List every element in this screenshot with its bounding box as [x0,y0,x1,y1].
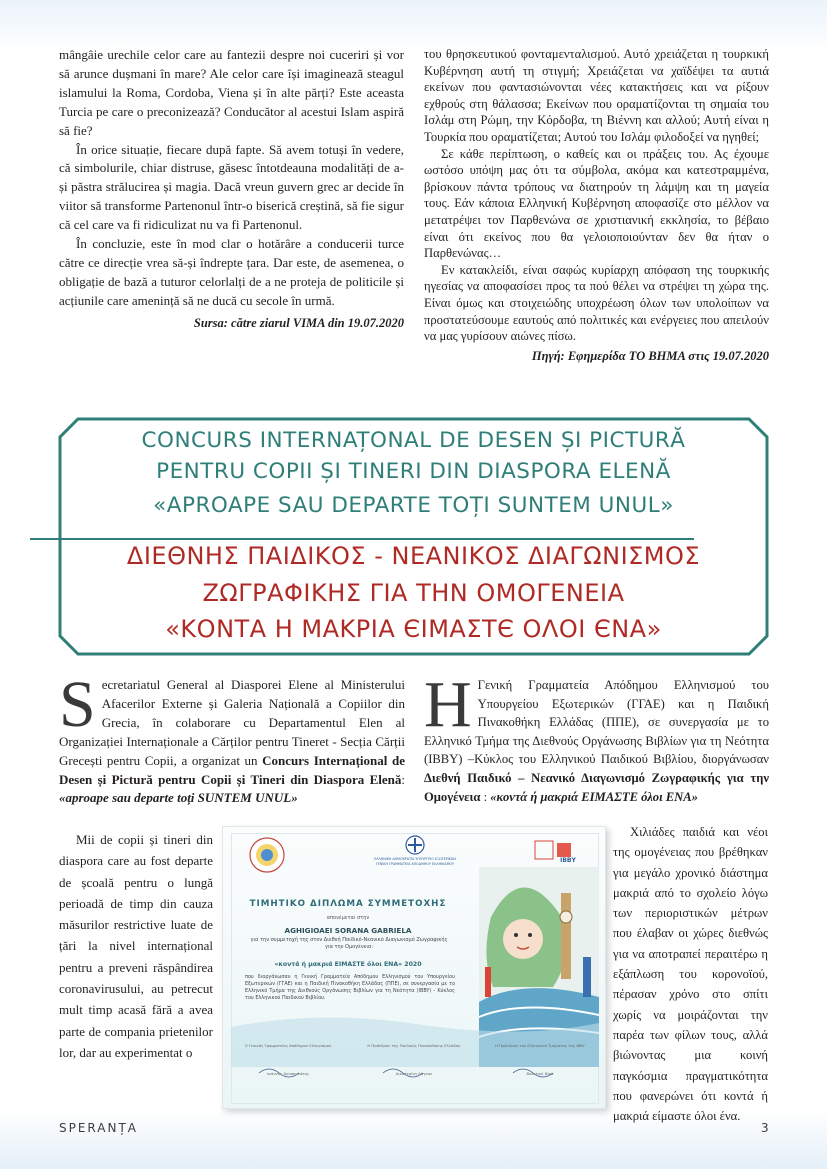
paragraph: Χιλιάδες παιδιά και νέοι της ομογένειας που βρέθηκαν για μεγάλο χρονικό διάστημα μακριά από το σχολείο λόγω των περιοριστικών μέτρων που έλαβαν οι χώρες διεθνώς για να αποτραπεί περαιτέρω η εξάπλωση του κορονοϊού, πέρασαν χρόνο στο σπίτι χωρίς να μοιράζονται την παρέα των φίλων τους, αλλά βιώνοντας μια κοινή παγκόσμια πραγματικότητα που φανερώνει ότι κοντά ή μακριά είμαστε όλοι ένα. [613,825,768,1124]
diploma-body: που διοργάνωσαν η Γενική Γραμματεία Απόδημου Ελληνισμού του Υπουργείου Εξωτερικών (ΓΓΑΕ) και η Παιδική Πινακοθήκη Ελλάδας (ΠΠΕ), σε συνεργασία με το Ελληνικό Τμήμα της Διεθνούς Οργάνωσης Βιβλίων για τη Νεότητα (IBBY) - Κύκλος του Ελληνικού Παιδικού Βιβλίου. [245,974,455,1001]
headline-ro-line1: CONCURS INTERNAȚONAL DE DESEN ȘI PICTURĂ [141,428,686,453]
article-italic: «κοντά ή μακριά ΕΙΜΑΣΤΕ όλοι ΕΝΑ» [490,789,698,804]
banner-divider [30,538,694,540]
top-left-column [59,46,404,333]
diploma-ibby-logo: ΙΒΒΥ [560,857,576,864]
headline-gr-line3: «ΚΟΝΤΑ Η ΜΑΚΡΙΑ ЄΙΜΑΣΤЄ ΟΛΟΙ ЄΝΑ» [165,615,662,643]
paragraph: În orice situație, fiecare după fapte. Să avem totuși în vedere, că simbolurile, chiar distruse, găsesc întotdeauna modalități de a-și păstra strălucirea și magia. Dacă vreun guvern grec ar decide în viitor să transforme Partenonul într-o biserică creștină, să fie sigur că cel care va fi ridiculizat nu va fi Partenonul. [59,141,404,233]
diploma-motto: «κοντά ή μακριά ΕΙΜΑΣΤΕ όλοι ΕΝΑ» 2020 [274,961,422,968]
paragraph: Σε κάθε περίπτωση, ο καθείς και οι πράξεις του. Ας έχουμε ωστόσο υπόψη μας ότι τα σύμβολα, ακόμα και κατεστραμμένα, βρίσκουν πάντα τρόπους να διατηρούν τη λάμψη και τη μαγεία τους. Εάν κάποια Ελληνική Κυβέρνηση αποφασίζε στο μέλλον να μετατρέψει τον Παρθενώνα σε χριστιανική εκκλησία, το βέβαιο είναι ότι εκείνος που θα γελοιοποιούνταν δεν θα ήταν ο Παρθενώνας… [424,146,769,261]
article-gr-narrow [613,822,768,1126]
article-gr-intro [424,668,769,806]
source-credit: Πηγή: Εφημερίδα ΤΟ ΒΗΜΑ στις 19.07.2020 [531,348,769,363]
page-number: 3 [761,1121,769,1135]
headline-ro-line2: PENTRU COPII ȘI TINERI DIN DIASPORA ELENĂ [156,459,671,484]
diploma-for-text: για την συμμετοχή της στον Διεθνή Παιδικό-Νεανικό Διαγωνισμό Ζωγραφικής για την Ομογένεια: [250,937,448,950]
article-text: Γενική Γραμματεία Απόδημου Ελληνισμού του Υπουργείου Εξωτερικών (ΓΓΑΕ) και η Παιδική Πινακοθήκη Ελλάδας (ΠΠΕ), σε συνεργασία με το Ελληνικό Τμήμα της Διεθνούς Οργάνωσης Βιβλίων για τη Νεότητα (IBBY) –Κύκλος του Ελληνικού Παιδικού Βιβλίου, διοργάνωσαν [424,678,769,767]
dropcap: H [424,668,472,741]
paragraph: του θρησκευτικού φονταμενταλισμού. Αυτό χρειάζεται η τουρκική Κυβέρνηση αυτή τη στιγμή; Χρειάζεται να χαϊδέψει τα αυτιά εκείνων που φαντασιώνονται νέες κατακτήσεις και να ρίξουν εχθρούς στη θάλασσα; Εκείνων που οραματίζονται τη σημαία του Ισλάμ στη Ρώμη, την Κόρδοβα, τη Βιέννη και αλλού; Αυτή είναι η Τουρκία που οραματίζεται; Αυτού του Ισλάμ φιλοδοξεί να ηγηθεί; [424,47,769,144]
diploma-ministry: ΕΛΛΗΝΙΚΗ ΔΗΜΟΚΡΑΤΙΑ ΥΠΟΥΡΓΕΙΟ ΕΞΩΤΕΡΙΚΩΝ ΓΕΝΙΚΗ ΓΡΑΜΜΑΤΕΙΑ ΑΠΟΔΗΜΟΥ ΕΛΛΗΝΙΣΜΟΥ [374,857,456,866]
article-bold: Concurs Internațional de Desen și Pictură pentru Copii și Tineri din Diaspora Elenă [59,752,405,787]
diploma-signame-3: Βασιλική Νίκα [526,1071,554,1076]
article-text: ecretariatul General al Diasporei Elene al Ministerului Afacerilor Externe și Galeria Națională a Copiilor din Grecia, în colaborare cu Departamentul Elen al Organizației Internaționale a Cărților pentru Tineret - Secția Cărții Grecești pentru Copii, a organizat un [59,677,405,768]
diploma-signatory-2: Η Πρόεδρος της Παιδικής Πινακοθήκης Ελλάδας [367,1043,461,1048]
top-right-column [424,46,769,364]
paragraph: mângâie urechile celor care au fantezii despre noi cuceriri și vor să arunce dușmani în mare? Ale celor care își imaginează steagul islamului la Roma, Cordoba, Viena și în alte părți? Este aceasta Turcia pe care o preconizează? Conducător al acestui Islam aspiră să fie? [59,47,404,138]
diploma-signame-2: Αικατερίνη Λάγκου [395,1071,433,1076]
headline-ro-line3: «APROAPE SAU DEPARTE TOȚI SUNTEM UNUL» [153,493,674,518]
article-ro-narrow [59,829,213,1063]
diploma-title: ΤΙΜΗΤΙΚΟ ΔΙΠΛΩΜΑ ΣΥΜΜΕΤΟΧΗΣ [249,899,447,909]
diploma-signame-1: Ιωάννης Χρυσουλάκης [266,1071,310,1076]
diploma-signatory-1: Ο Γενικός Γραμματέας Απόδημου Ελληνισμού [244,1043,332,1048]
magazine-title: SPERANȚA [59,1121,139,1135]
article-bold: Διεθνή Παιδικό – Νεανικό Διαγωνισμό Ζωγραφικής για την Ομογένεια [424,770,769,804]
article-text: : [480,789,491,804]
diploma-recipient: AGHIGIOAEI SORANA GABRIELA [284,926,412,935]
diploma-artwork [223,827,606,1109]
dropcap: S [59,668,96,741]
top-decor-band [0,0,827,52]
headline-gr-line1: ΔΙΕΘΝΗΣ ΠΑΙΔΙΚΟΣ - ΝΕΑΝΙΚΟΣ ΔΙΑΓΩΝΙΣΜΟΣ [126,542,701,570]
article-italic: «aproape sau departe toți SUNTEM UNUL» [59,790,298,806]
diploma-awarded: απονέμεται στην [326,915,370,921]
paragraph: Mii de copii și tineri din diaspora care au fost departe de școală pentru o lungă perioadă de timp din cauza măsurilor restrictive luate de țări la nivel internațional pentru a preveni răspândirea coronavirusului, au petrecut mult timp acasă fără a avea parte de compania prietenilor lor, dar au experimentat o [59,832,213,1060]
headline-banner [56,415,771,658]
article-ro-intro [59,668,405,808]
paragraph: Εν κατακλείδι, είναι σαφώς κυρίαρχη απόφαση της τουρκικής ηγεσίας να αποφασίσει προς τα πού θέλει να στρέψει τη χώρα της. Είναι όμως και στοιχειώδης υποχρέωση όλων των υπολοίπων να προστατεύσουμε εαυτούς από πολιτικές και ενέργειες που απειλούν να μας γυρίσουν αιώνες πίσω. [424,262,769,344]
headline-gr-line2: ΖΩΓΡΑΦΙΚΗΣ ΓΙΑ ΤΗΝ ΟΜΟΓΕΝΕΙΑ [202,579,625,607]
diploma-signatory-3: Η Πρόεδρος του Ελληνικού Τμήματος της IBBY [495,1043,585,1048]
source-credit: Sursa: către ziarul VIMA din 19.07.2020 [193,315,404,330]
diploma-image [222,826,606,1109]
article-text: : [401,771,405,787]
paragraph: În concluzie, este în mod clar o hotărâre a conducerii turce către ce direcție vrea să-și îndrepte țara. Dar este, de asemenea, o obligație de bază a tuturor celorlalți de a ne proteja de politicile și acțiunile care amenință să ne ducă cu secole în urmă. [59,236,404,308]
